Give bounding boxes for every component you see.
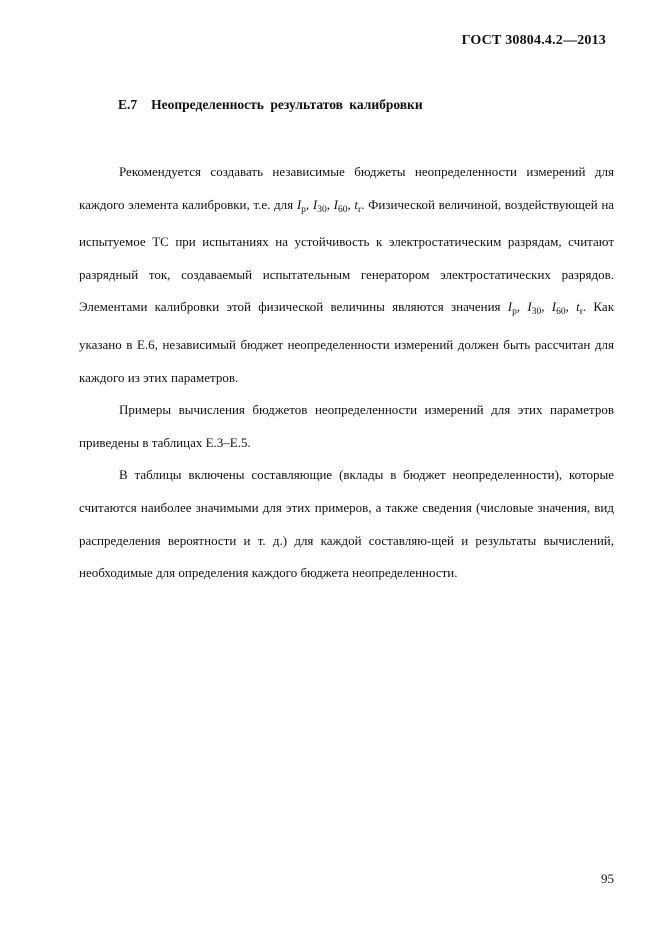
body-text bbox=[79, 156, 614, 590]
paragraph-2: Примеры вычисления бюджетов неопределенности измерений для этих параметров приведены в таблицах Е.3–Е.5. bbox=[79, 402, 614, 450]
paragraph-1-text-a: Рекомендуется создавать независимые бюджеты неопределенности измерений для каждого элемента калибровки, т.е. для bbox=[79, 164, 614, 212]
section-number: Е.7 bbox=[118, 97, 138, 112]
section-title: Неопределенность результатов калибровки bbox=[151, 97, 423, 112]
page-header: ГОСТ 30804.4.2—2013 bbox=[461, 33, 606, 48]
separator: , bbox=[516, 299, 528, 315]
section-heading bbox=[118, 97, 423, 113]
symbol-ip: $I_p$ bbox=[296, 196, 306, 215]
symbol-tr: $t_r$ bbox=[576, 299, 583, 318]
symbol-tr: $t_r$ bbox=[354, 196, 362, 215]
sentence-end: . bbox=[361, 196, 369, 212]
paragraph-1-text-b: Физической величиной, воздействующей на испытуемое ТС при испытаниях на устойчивость к электростатическим разрядам, считают разрядный ток, создаваемый испытательным генератором электростатических разрядов. Элементами калибровки этой физической величины являются значения bbox=[79, 196, 615, 315]
separator: , bbox=[326, 196, 334, 212]
paragraph-1 bbox=[79, 156, 614, 394]
separator: , bbox=[541, 299, 552, 315]
sentence-end: . bbox=[582, 299, 594, 315]
separator: , bbox=[305, 196, 313, 212]
paragraph-1-text-c: Как указано в Е.6, независимый бюджет неопределенности измерений должен быть рассчитан для каждого из этих параметров. bbox=[79, 299, 615, 385]
symbol-i60: $I_{60}$ bbox=[551, 299, 566, 318]
symbol-ip: $I_p$ bbox=[507, 299, 517, 318]
separator: , bbox=[565, 299, 577, 315]
symbol-i30: $I_{30}$ bbox=[312, 196, 327, 215]
page-number: 95 bbox=[601, 871, 614, 886]
symbol-i60: $I_{60}$ bbox=[333, 196, 348, 215]
paragraph-3: В таблицы включены составляющие (вклады в бюджет неопределенности), которые считаются наиболее значимыми для этих примеров, а также сведения (числовые значения, вид распределения вероятности и т. д.) для каждой составляю-щей и результаты вычислений, необходимые для определения каждого бюджета неопределенности. bbox=[79, 467, 614, 581]
symbol-i30: $I_{30}$ bbox=[527, 299, 542, 318]
separator: , bbox=[347, 196, 355, 212]
